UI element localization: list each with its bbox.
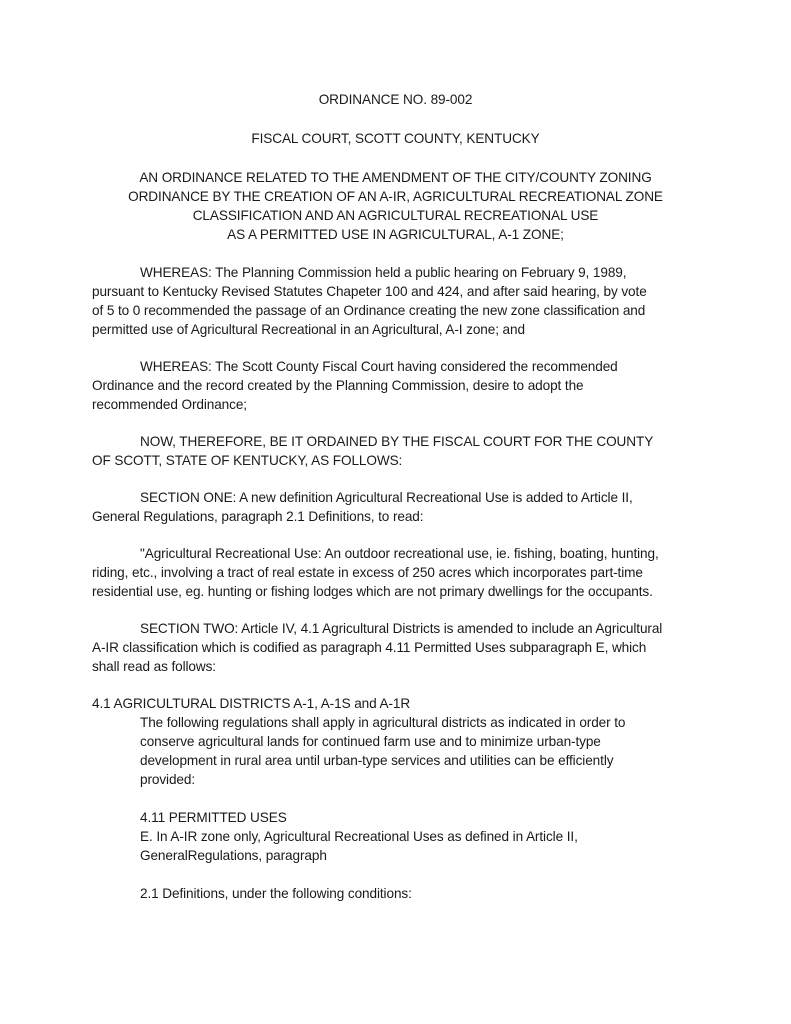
caption-line: AN ORDINANCE RELATED TO THE AMENDMENT OF THE CITY/COUNTY ZONING: [139, 170, 652, 185]
ordained-line: OF SCOTT, STATE OF KENTUCKY, AS FOLLOWS:: [92, 453, 403, 468]
whereas-1-line: of 5 to 0 recommended the passage of an Ordinance creating the new zone classification and: [92, 303, 646, 318]
ordinance-number: ORDINANCE NO. 89-002: [318, 92, 473, 107]
section-two-line: SECTION TWO: Article IV, 4.1 Agricultural Districts is amended to include an Agricultural: [140, 621, 663, 636]
section-one-line: General Regulations, paragraph 2.1 Definitions, to read:: [92, 509, 424, 524]
section-two-line: A-IR classification which is codified as paragraph 4.11 Permitted Uses subparagraph E, which: [92, 640, 647, 655]
definition-line: "Agricultural Recreational Use: An outdoor recreational use, ie. fishing, boating, hunting,: [140, 546, 659, 561]
definition-line: riding, etc., involving a tract of real estate in excess of 250 acres which incorporates part-time: [92, 565, 643, 580]
districts-heading: 4.1 AGRICULTURAL DISTRICTS A-1, A-1S and A-1R: [92, 696, 411, 711]
whereas-2-line: Ordinance and the record created by the Planning Commission, desire to adopt the: [92, 378, 584, 393]
definition-line: residential use, eg. hunting or fishing lodges which are not primary dwellings for the occupants.: [92, 584, 653, 599]
permitted-uses-heading: 4.11 PERMITTED USES: [140, 810, 287, 825]
whereas-2-line: recommended Ordinance;: [92, 397, 247, 412]
whereas-2-line: WHEREAS: The Scott County Fiscal Court having considered the recommended: [140, 359, 618, 374]
districts-body-line: provided:: [140, 772, 196, 787]
ordained-line: NOW, THEREFORE, BE IT ORDAINED BY THE FISCAL COURT FOR THE COUNTY: [140, 434, 654, 449]
section-one-line: SECTION ONE: A new definition Agricultural Recreational Use is added to Article II,: [140, 490, 633, 505]
whereas-1-line: pursuant to Kentucky Revised Statutes Chapeter 100 and 424, and after said hearing, by vote: [92, 284, 647, 299]
court-heading: FISCAL COURT, SCOTT COUNTY, KENTUCKY: [251, 131, 540, 146]
caption-line: CLASSIFICATION AND AN AGRICULTURAL RECREATIONAL USE: [192, 208, 599, 223]
whereas-1-line: WHEREAS: The Planning Commission held a public hearing on February 9, 1989,: [140, 265, 627, 280]
whereas-1-line: permitted use of Agricultural Recreational in an Agricultural, A-I zone; and: [92, 322, 525, 337]
definitions-conditions-line: 2.1 Definitions, under the following conditions:: [140, 886, 412, 901]
caption-line: ORDINANCE BY THE CREATION OF AN A-IR, AGRICULTURAL RECREATIONAL ZONE: [128, 189, 663, 204]
section-two-line: shall read as follows:: [92, 659, 216, 674]
caption-line: AS A PERMITTED USE IN AGRICULTURAL, A-1 ZONE;: [227, 227, 564, 242]
districts-body-line: conserve agricultural lands for continued farm use and to minimize urban-type: [140, 734, 601, 749]
permitted-uses-line: GeneralRegulations, paragraph: [140, 848, 327, 863]
permitted-uses-line: E. In A-IR zone only, Agricultural Recreational Uses as defined in Article II,: [140, 829, 578, 844]
districts-body-line: development in rural area until urban-type services and utilities can be efficiently: [140, 753, 614, 768]
districts-body-line: The following regulations shall apply in agricultural districts as indicated in order to: [140, 715, 626, 730]
